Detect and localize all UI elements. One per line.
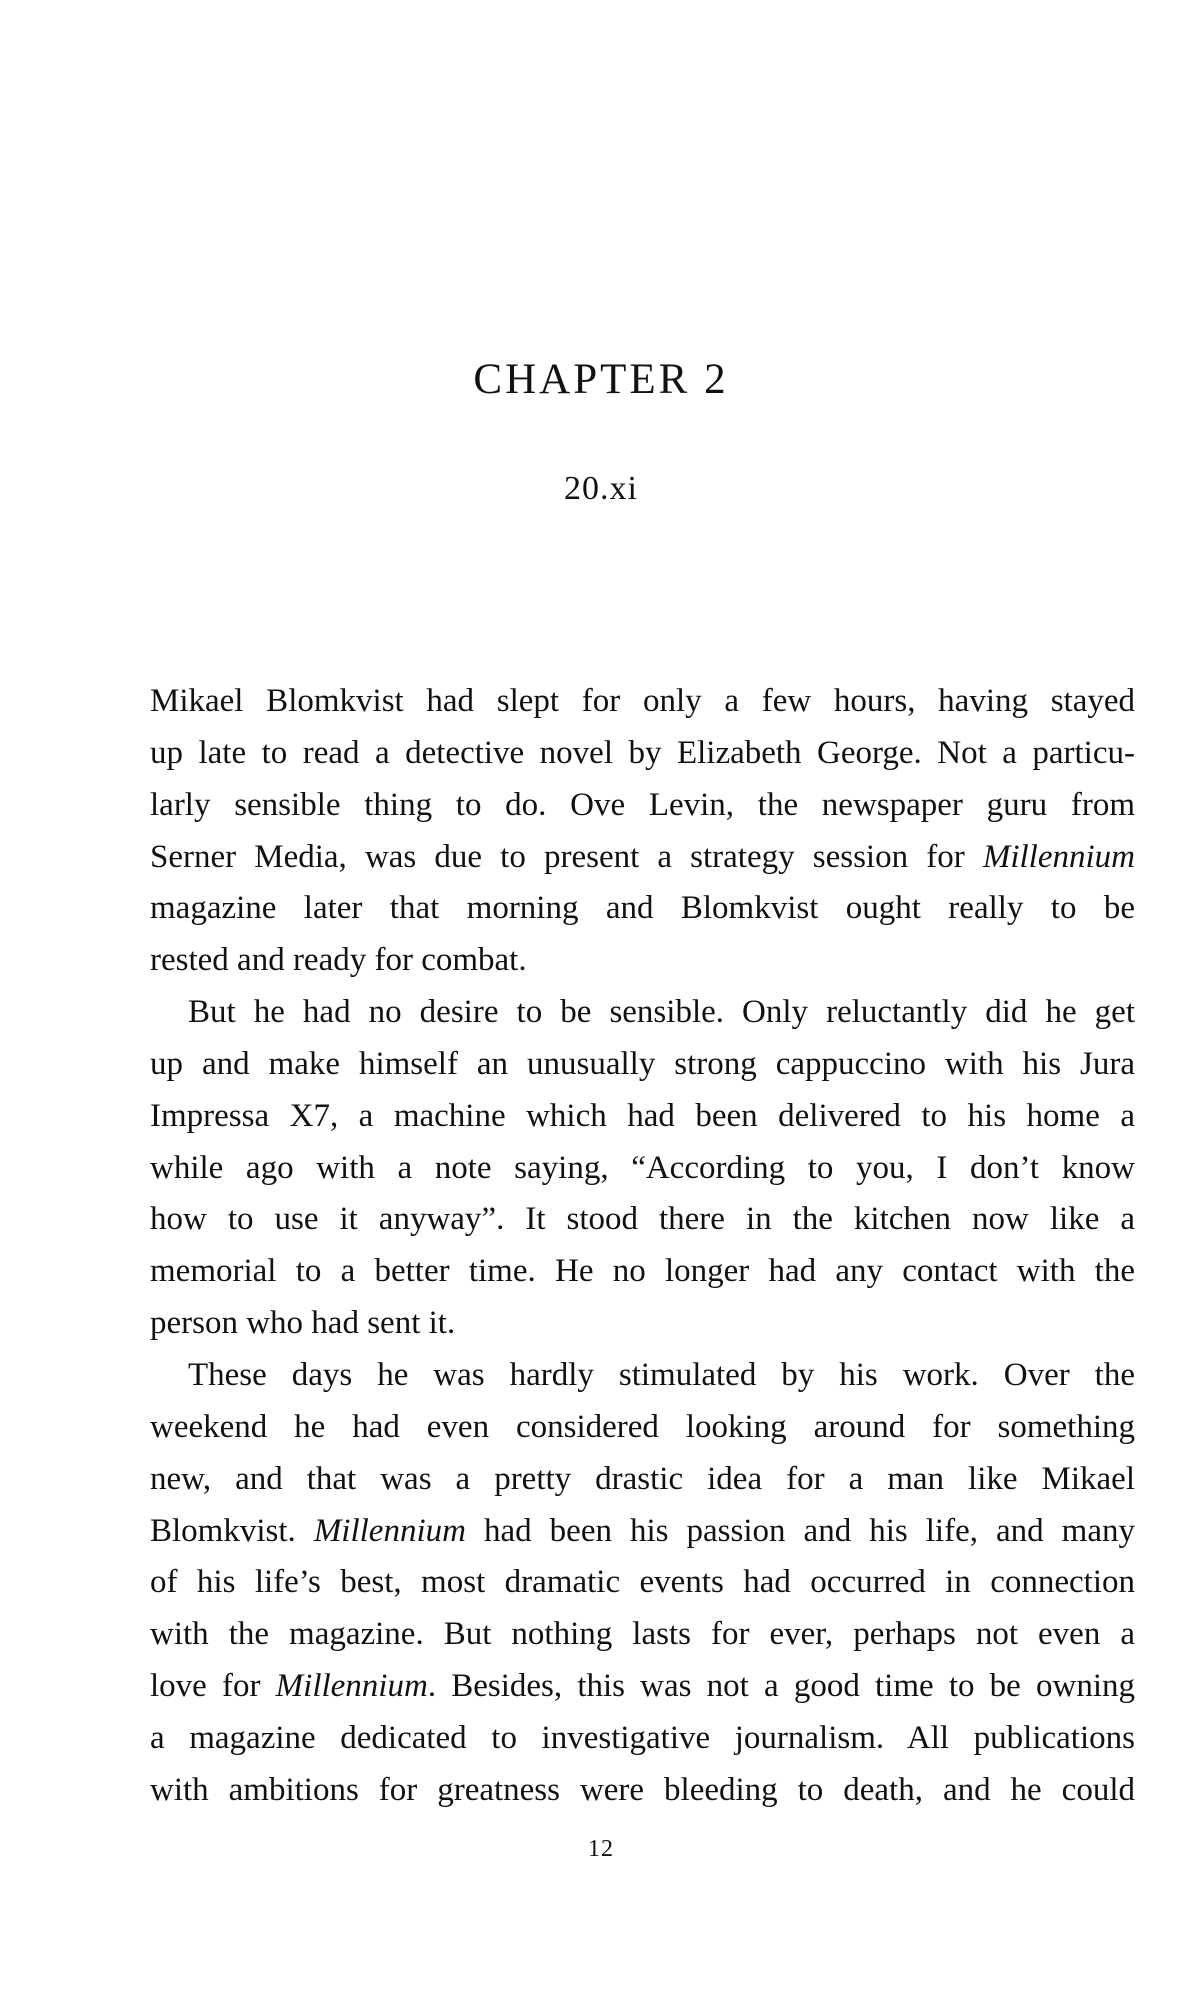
- text-line: new, and that was a pretty drastic idea for a man like Mikael: [150, 1460, 1135, 1497]
- italic-title: Millennium: [313, 1512, 466, 1549]
- text-line: Blomkvist. Millennium had been his passion and his life, and many: [150, 1512, 1136, 1549]
- text-line: person who had sent it.: [150, 1305, 456, 1342]
- text-line: how to use it anyway”. It stood there in the kitchen now like a: [150, 1201, 1135, 1238]
- text-line: magazine later that morning and Blomkvist ought really to be: [150, 890, 1135, 927]
- text-line: But he had no desire to be sensible. Only reluctantly did he get: [188, 994, 1135, 1031]
- text-line: with ambitions for greatness were bleeding to death, and he could: [150, 1771, 1135, 1808]
- chapter-title: CHAPTER 2: [473, 356, 729, 403]
- text-line: up and make himself an unusually strong cappuccino with his Jura: [150, 1045, 1135, 1082]
- body-text: [150, 676, 1135, 1817]
- paragraph: [150, 676, 1135, 987]
- paragraph: [150, 987, 1135, 1350]
- text-line: while ago with a note saying, “According to you, I don’t know: [150, 1149, 1135, 1186]
- text-line: larly sensible thing to do. Ove Levin, the newspaper guru from: [150, 786, 1135, 823]
- italic-title: Millennium: [275, 1668, 428, 1705]
- page-number: 12: [588, 1836, 614, 1862]
- text-line: a magazine dedicated to investigative journalism. All publications: [150, 1719, 1135, 1756]
- text-line: These days he was hardly stimulated by his work. Over the: [188, 1356, 1135, 1393]
- text-line: of his life’s best, most dramatic events had occurred in connection: [150, 1564, 1135, 1601]
- text-line: rested and ready for combat.: [150, 942, 527, 979]
- text-line: Serner Media, was due to present a strategy session for Millennium: [150, 838, 1135, 875]
- italic-title: Millennium: [982, 838, 1135, 875]
- text-line: memorial to a better time. He no longer had any contact with the: [150, 1253, 1135, 1290]
- text-line: Mikael Blomkvist had slept for only a few hours, having stayed: [150, 683, 1135, 719]
- text-line: love for Millennium. Besides, this was not a good time to be owning: [150, 1668, 1135, 1705]
- text-line: with the magazine. But nothing lasts for ever, perhaps not even a: [150, 1616, 1135, 1653]
- text-line: Impressa X7, a machine which had been delivered to his home a: [150, 1097, 1135, 1134]
- text-line: up late to read a detective novel by Elizabeth George. Not a particu-: [150, 734, 1135, 771]
- text-line: weekend he had even considered looking around for something: [150, 1408, 1135, 1445]
- chapter-date: 20.xi: [564, 470, 638, 507]
- paragraph: [150, 1350, 1135, 1817]
